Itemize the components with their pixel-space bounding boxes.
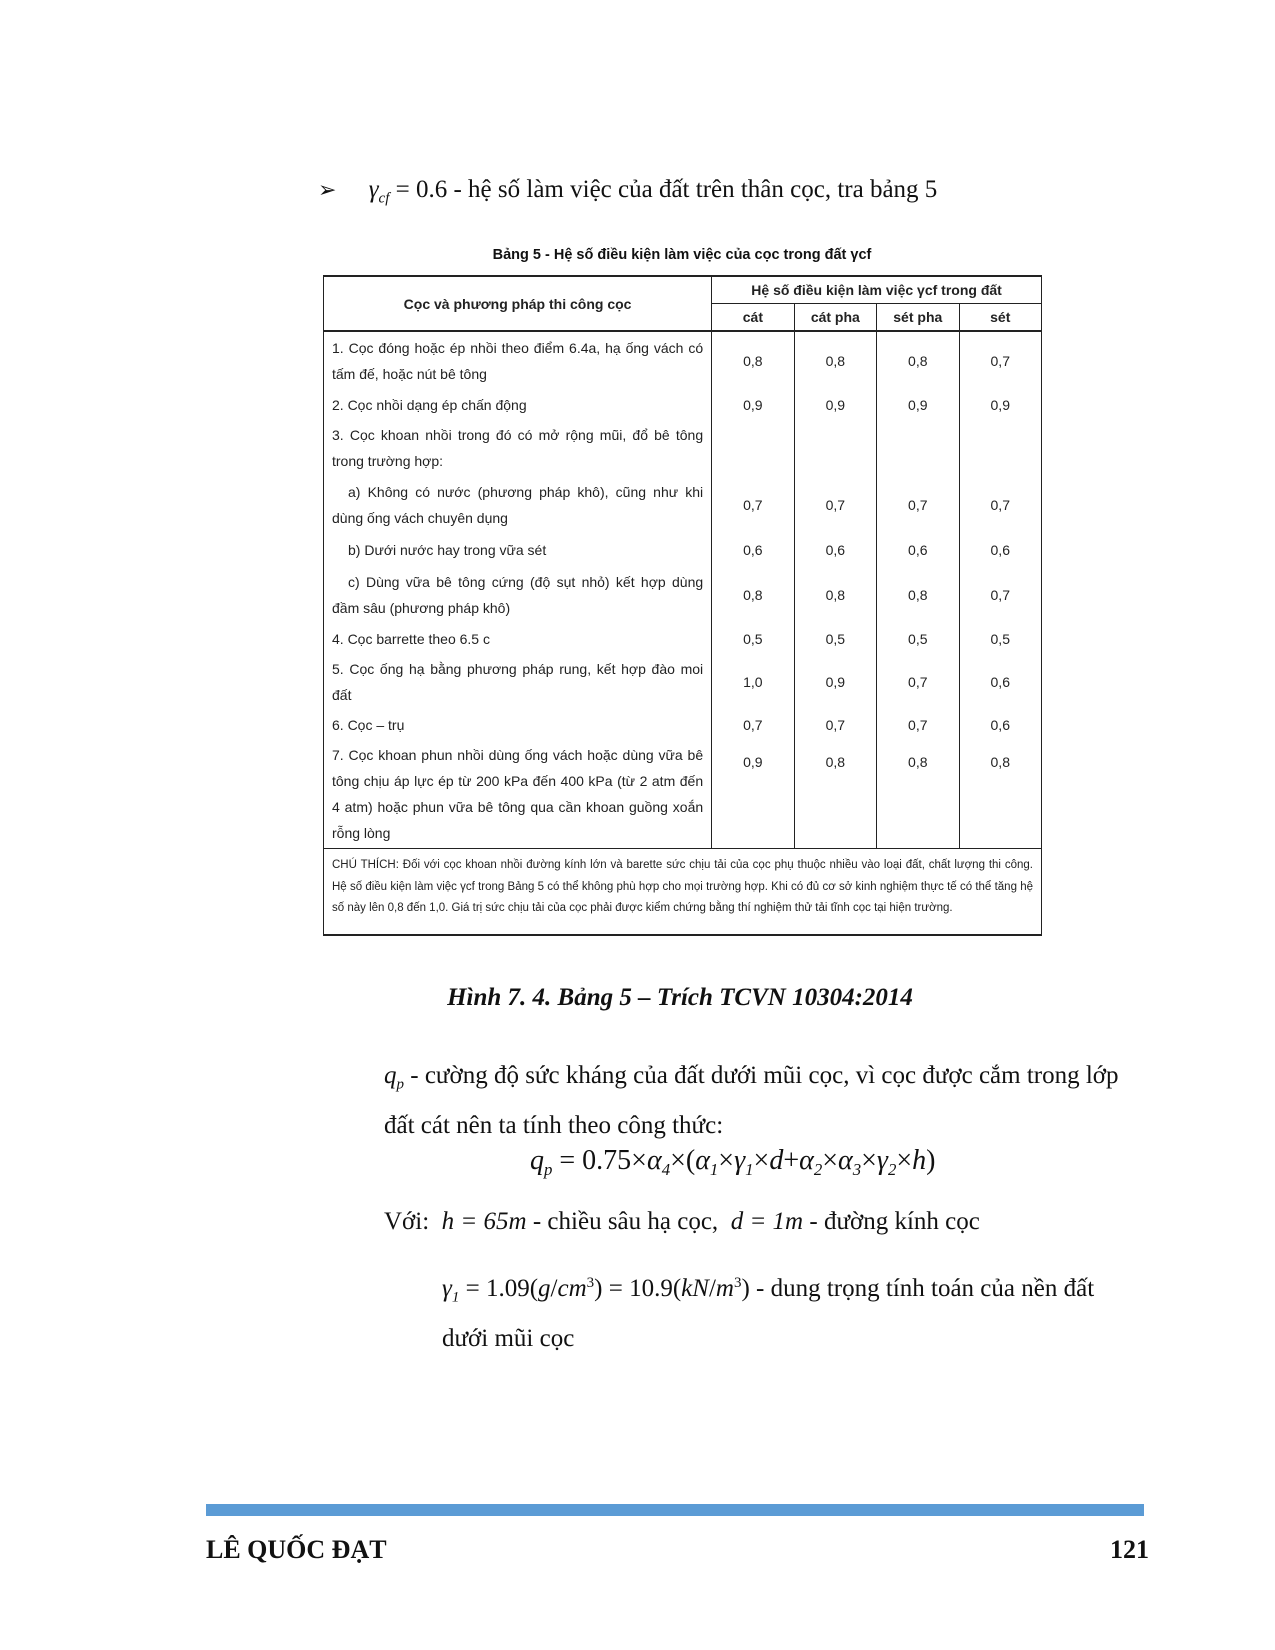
gamma-cf-value: = 0.6 <box>395 176 448 203</box>
row-value: 0,7 <box>794 710 876 740</box>
row-value: 0,8 <box>877 566 959 624</box>
row-value: 0,7 <box>712 476 794 534</box>
with-line <box>384 1208 980 1236</box>
row-value: 0,6 <box>959 710 1042 740</box>
row-desc: 4. Cọc barrette theo 6.5 c <box>324 624 712 654</box>
row-value: 0,7 <box>959 476 1042 534</box>
d-value: d = 1m <box>730 1208 804 1235</box>
gamma-paragraph <box>442 1262 1134 1360</box>
row-value: 0,5 <box>959 624 1042 654</box>
h-value: h = 65m <box>441 1208 527 1235</box>
row-value <box>959 420 1042 476</box>
row-value: 0,8 <box>794 566 876 624</box>
row-value: 0,9 <box>794 654 876 710</box>
row-value <box>712 420 794 476</box>
table-row <box>324 710 1042 740</box>
row-value: 0,6 <box>794 534 876 566</box>
h-text: - chiều sâu hạ cọc, <box>532 1208 719 1235</box>
row-value: 0,6 <box>959 654 1042 710</box>
row-value: 0,8 <box>712 566 794 624</box>
table-note: CHÚ THÍCH: Đối với cọc khoan nhồi đường kính lớn và barette sức chịu tải của cọc phụ thuộc nhiều vào loại đất, chất lượng thi công. Hệ số điều kiện làm việc γcf trong Bảng 5 có thể không phù hợp cho mọi trường hợp. Khi có đủ cơ sở kinh nghiệm thực tế có thể tăng hệ số này lên 0,8 đến 1,0. Giá trị sức chịu tải của cọc phải được kiểm chứng bằng thí nghiệm thử tải tĩnh cọc tại hiện trường. <box>324 849 1042 935</box>
row-value: 0,9 <box>877 389 959 420</box>
bullet-gamma-cf <box>318 176 937 207</box>
row-desc: 1. Cọc đóng hoặc ép nhồi theo điểm 6.4a, hạ ống vách có tấm đế, hoặc nút bê tông <box>324 331 712 389</box>
page-number: 121 <box>1110 1535 1149 1564</box>
row-value: 0,9 <box>794 389 876 420</box>
coefficient-table <box>323 275 1042 936</box>
row-value: 0,5 <box>794 624 876 654</box>
gamma-cf-symbol: $\gamma_{cf}$ <box>368 176 390 207</box>
gamma-cf-text: - hệ số làm việc của đất trên thân cọc, tra bảng 5 <box>453 176 938 203</box>
header-col-cat: cát <box>712 304 794 332</box>
row-value: 0,9 <box>712 740 794 849</box>
row-value: 0,7 <box>959 331 1042 389</box>
row-value: 0,7 <box>877 476 959 534</box>
formula-qp: $q_p = 0.75\times\alpha_4\times(\alpha_1\times\gamma_1\times d+\alpha_2\times\alpha_3\times\gamma_2\times h)$ <box>530 1145 936 1179</box>
table-row <box>324 389 1042 420</box>
row-value <box>877 420 959 476</box>
table-row <box>324 420 1042 476</box>
d-text: - đường kính cọc <box>809 1208 980 1235</box>
table-row <box>324 534 1042 566</box>
row-value: 0,5 <box>712 624 794 654</box>
row-value: 0,7 <box>877 654 959 710</box>
row-desc: c) Dùng vữa bê tông cứng (độ sụt nhỏ) kết hợp dùng đầm sâu (phương pháp khô) <box>324 566 712 624</box>
row-desc: 6. Cọc – trụ <box>324 710 712 740</box>
row-value: 0,8 <box>794 331 876 389</box>
gamma-expression: $\gamma_1 = 1.09(g/cm^3) = 10.9(kN/m^3)$ <box>442 1275 750 1306</box>
row-value: 0,9 <box>712 389 794 420</box>
row-value <box>794 420 876 476</box>
row-value: 0,7 <box>959 566 1042 624</box>
table-row <box>324 654 1042 710</box>
table-row <box>324 566 1042 624</box>
row-value: 0,8 <box>712 331 794 389</box>
header-coef-group: Hệ số điều kiện làm việc γcf trong đất <box>712 276 1042 304</box>
gamma-text: - dung trọng tính toán của nền đất dưới mũi cọc <box>442 1275 1095 1353</box>
row-value: 0,9 <box>959 389 1042 420</box>
table-row <box>324 331 1042 389</box>
row-value: 0,5 <box>877 624 959 654</box>
with-prefix: Với: <box>384 1208 430 1235</box>
row-value: 0,8 <box>877 331 959 389</box>
row-value: 0,8 <box>877 740 959 849</box>
row-value: 0,7 <box>877 710 959 740</box>
header-col-set-pha: sét pha <box>877 304 959 332</box>
header-pile-method: Cọc và phương pháp thi công cọc <box>324 276 712 331</box>
table-caption: Bảng 5 - Hệ số điều kiện làm việc của cọc trong đất γcf <box>492 247 872 263</box>
table-row <box>324 740 1042 849</box>
qp-symbol: $q_p$ <box>384 1062 404 1093</box>
qp-paragraph <box>384 1055 1136 1147</box>
row-value: 0,6 <box>959 534 1042 566</box>
row-desc: 3. Cọc khoan nhồi trong đó có mở rộng mũi, đổ bê tông trong trường hợp: <box>324 420 712 476</box>
row-value: 0,6 <box>712 534 794 566</box>
footer-bar <box>206 1504 1144 1516</box>
row-desc: 5. Cọc ống hạ bằng phương pháp rung, kết hợp đào moi đất <box>324 654 712 710</box>
header-col-set: sét <box>959 304 1042 332</box>
row-value: 0,7 <box>794 476 876 534</box>
table-row <box>324 476 1042 534</box>
qp-text: - cường độ sức kháng của đất dưới mũi cọc, vì cọc được cắm trong lớp đất cát nên ta tính theo công thức: <box>384 1062 1119 1140</box>
row-value: 0,6 <box>877 534 959 566</box>
row-value: 0,8 <box>794 740 876 849</box>
row-value: 0,8 <box>959 740 1042 849</box>
footer-author: LÊ QUỐC ĐẠT <box>206 1535 387 1564</box>
figure-caption: Hình 7. 4. Bảng 5 – Trích TCVN 10304:2014 <box>447 984 913 1011</box>
row-desc: 7. Cọc khoan phun nhồi dùng ống vách hoặc dùng vữa bê tông chịu áp lực ép từ 200 kPa đến 400 kPa (từ 2 atm đến 4 atm) hoặc phun vữa bê tông qua cần khoan guồng xoắn rỗng lòng <box>324 740 712 849</box>
row-value: 0,7 <box>712 710 794 740</box>
arrow-bullet-icon: ➢ <box>318 177 337 202</box>
header-col-cat-pha: cát pha <box>794 304 876 332</box>
row-desc: b) Dưới nước hay trong vữa sét <box>324 534 712 566</box>
table-row <box>324 624 1042 654</box>
row-desc: a) Không có nước (phương pháp khô), cũng như khi dùng ống vách chuyên dụng <box>324 476 712 534</box>
row-desc: 2. Cọc nhồi dạng ép chấn động <box>324 389 712 420</box>
row-value: 1,0 <box>712 654 794 710</box>
